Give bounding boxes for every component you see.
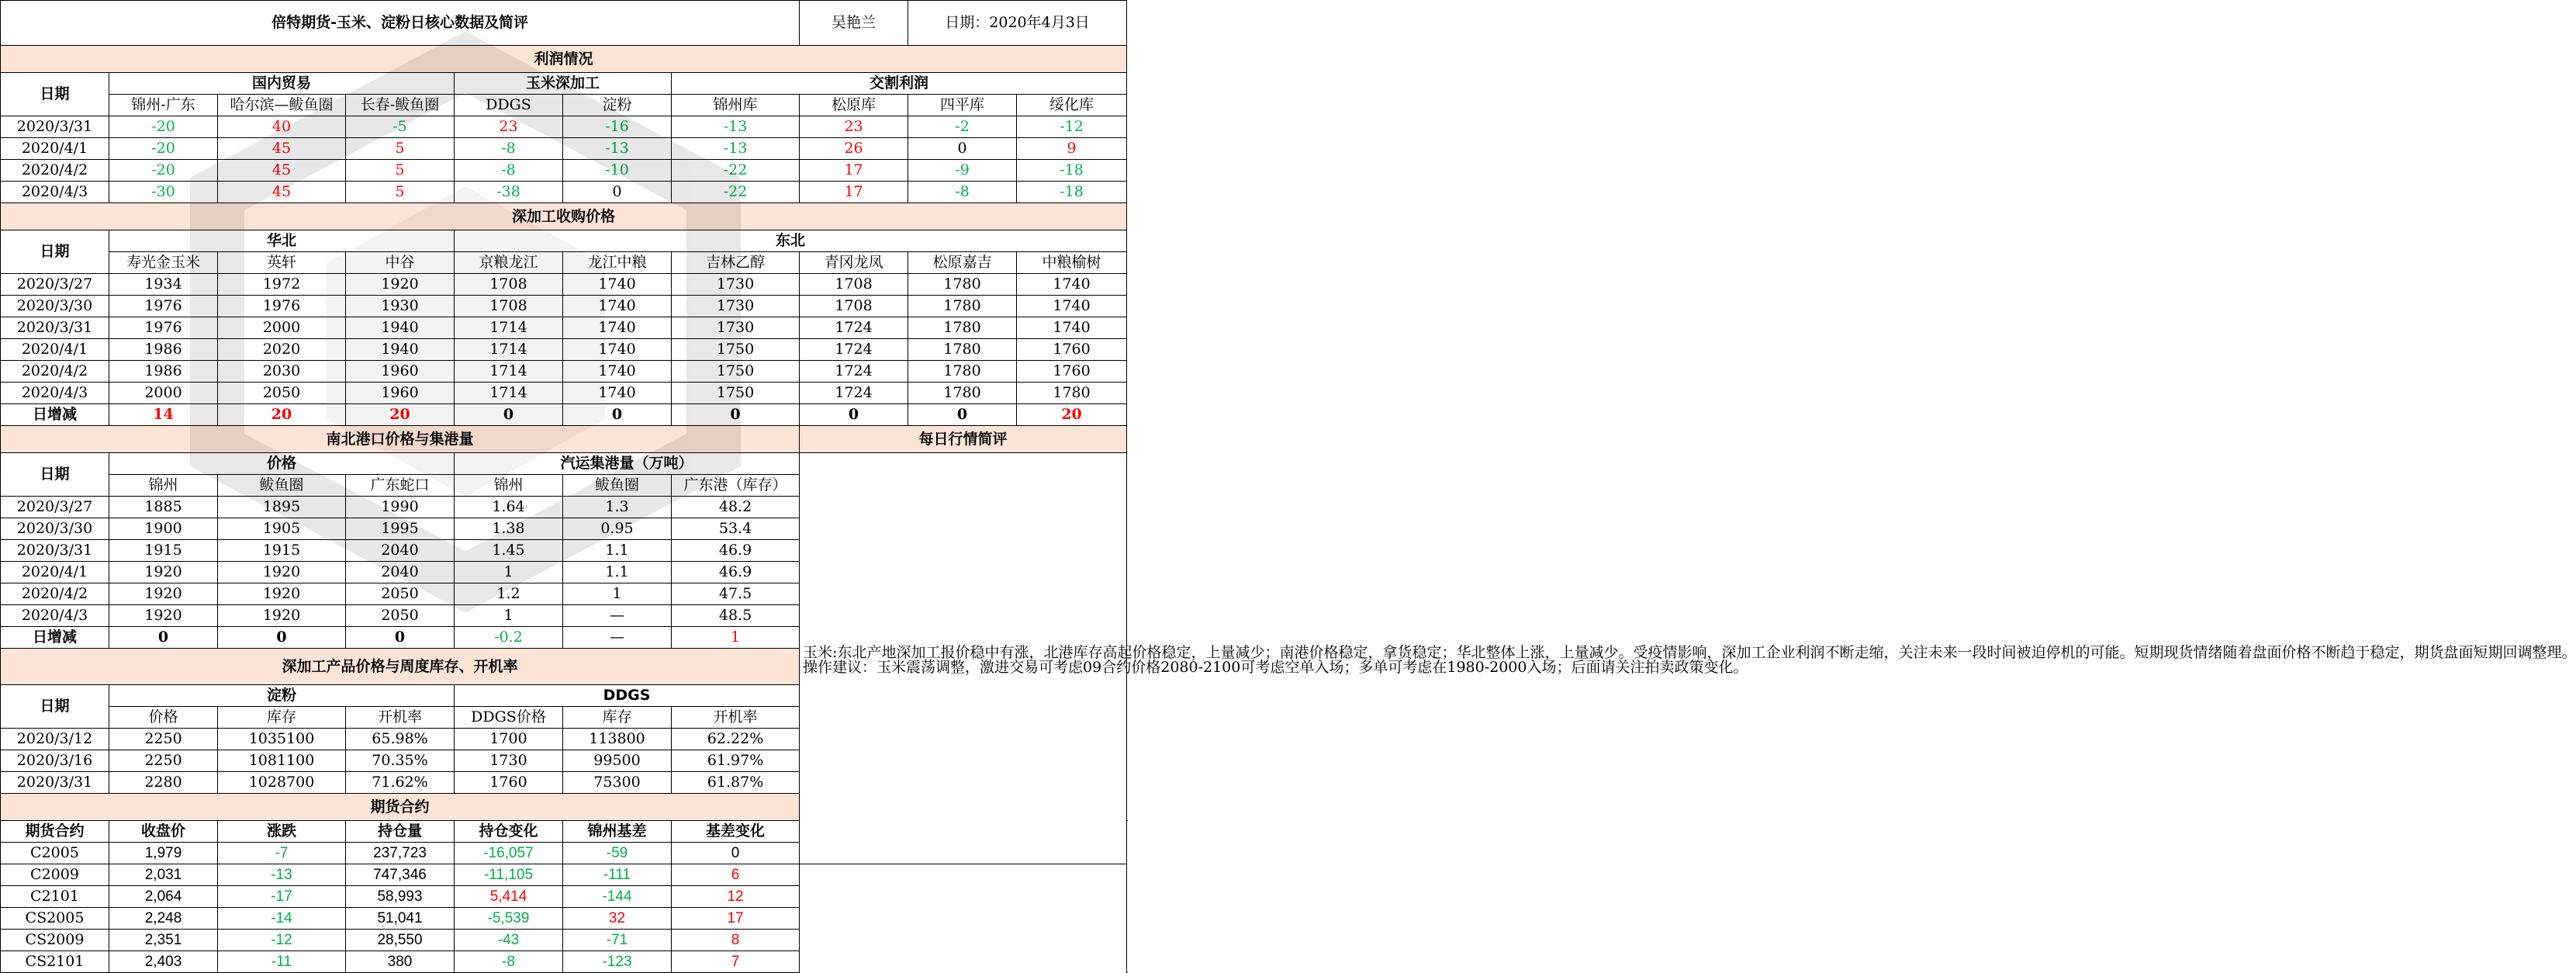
- value-cell: 0: [563, 182, 672, 203]
- daily-change-cell: —: [563, 627, 672, 649]
- contract-code: CS2101: [1, 951, 109, 973]
- value-cell: 1780: [908, 317, 1017, 339]
- column-header: 英轩: [218, 252, 346, 274]
- value-cell: 1780: [1017, 383, 1127, 404]
- value-cell: 47.5: [672, 583, 800, 605]
- value-cell: -13: [672, 138, 800, 160]
- value-cell: 1940: [346, 339, 455, 361]
- value-cell: 1976: [109, 296, 218, 317]
- futures-value: -59: [563, 843, 672, 864]
- futures-value: -14: [218, 908, 346, 930]
- value-cell: 48.2: [672, 497, 800, 518]
- value-cell: 1976: [109, 317, 218, 339]
- value-cell: 1.64: [455, 497, 563, 518]
- column-header: 淀粉: [563, 95, 672, 116]
- column-group-header: 价格: [109, 453, 455, 475]
- futures-value: -123: [563, 951, 672, 973]
- futures-value: -13: [218, 864, 346, 886]
- purchase-section-title: 深加工收购价格: [1, 203, 1127, 230]
- value-cell: 2020: [218, 339, 346, 361]
- futures-value: 2,248: [109, 908, 218, 930]
- report-title: 倍特期货-玉米、淀粉日核心数据及简评: [1, 1, 800, 46]
- column-header: 广东港（库存）: [672, 475, 800, 497]
- value-cell: 26: [800, 138, 908, 160]
- contract-code: C2009: [1, 864, 109, 886]
- date-column-header: 日期: [1, 685, 109, 729]
- value-cell: 1028700: [218, 772, 346, 794]
- futures-column-header: 涨跌: [218, 821, 346, 843]
- futures-value: 2,031: [109, 864, 218, 886]
- column-header: 绥化库: [1017, 95, 1127, 116]
- futures-value: -17: [218, 886, 346, 908]
- column-header: 中谷: [346, 252, 455, 274]
- value-cell: 2250: [109, 729, 218, 750]
- row-date: 2020/4/1: [1, 562, 109, 583]
- futures-value: 7: [672, 951, 800, 973]
- column-header: 龙江中粮: [563, 252, 672, 274]
- value-cell: 2000: [218, 317, 346, 339]
- value-cell: 1740: [563, 317, 672, 339]
- value-cell: 1740: [563, 296, 672, 317]
- contract-code: CS2009: [1, 930, 109, 951]
- column-header: 广东蛇口: [346, 475, 455, 497]
- column-header: 松原库: [800, 95, 908, 116]
- value-cell: 1915: [218, 540, 346, 562]
- value-cell: 1940: [346, 317, 455, 339]
- value-cell: 1750: [672, 361, 800, 383]
- report-date: 日期：2020年4月3日: [908, 1, 1127, 46]
- column-header: 鲅鱼圈: [218, 475, 346, 497]
- value-cell: 17: [800, 182, 908, 203]
- value-cell: -10: [563, 160, 672, 182]
- futures-value: -11: [218, 951, 346, 973]
- market-comment: [800, 453, 2576, 864]
- row-date: 2020/3/16: [1, 750, 109, 772]
- contract-code: C2005: [1, 843, 109, 864]
- futures-value: -111: [563, 864, 672, 886]
- value-cell: 2050: [346, 583, 455, 605]
- value-cell: 53.4: [672, 518, 800, 540]
- value-cell: 1885: [109, 497, 218, 518]
- column-header: 库存: [218, 707, 346, 729]
- value-cell: 1740: [563, 361, 672, 383]
- daily-change-cell: 0: [800, 404, 908, 426]
- value-cell: 1740: [563, 383, 672, 404]
- value-cell: 61.87%: [672, 772, 800, 794]
- contract-code: C2101: [1, 886, 109, 908]
- futures-value: -16,057: [455, 843, 563, 864]
- daily-change-cell: 14: [109, 404, 218, 426]
- value-cell: 1960: [346, 361, 455, 383]
- futures-column-header: 基差变化: [672, 821, 800, 843]
- daily-change-cell: 0: [346, 627, 455, 649]
- value-cell: 1730: [672, 296, 800, 317]
- value-cell: 1708: [455, 274, 563, 296]
- futures-value: 747,346: [346, 864, 455, 886]
- value-cell: 1700: [455, 729, 563, 750]
- column-header: 开机率: [672, 707, 800, 729]
- daily-change-label: 日增减: [1, 627, 109, 649]
- value-cell: 1905: [218, 518, 346, 540]
- futures-row: [1, 930, 1127, 951]
- value-cell: 1724: [800, 361, 908, 383]
- value-cell: 1740: [1017, 296, 1127, 317]
- futures-section-title: 期货合约: [1, 794, 800, 821]
- value-cell: 46.9: [672, 540, 800, 562]
- futures-column-header: 期货合约: [1, 821, 109, 843]
- table-row: [1, 296, 1127, 317]
- value-cell: —: [563, 605, 672, 627]
- value-cell: -8: [455, 138, 563, 160]
- column-header: 价格: [109, 707, 218, 729]
- value-cell: 9: [1017, 138, 1127, 160]
- table-row: [1, 182, 1127, 203]
- value-cell: 0: [908, 138, 1017, 160]
- value-cell: 1035100: [218, 729, 346, 750]
- value-cell: 1760: [455, 772, 563, 794]
- row-date: 2020/4/2: [1, 361, 109, 383]
- table-row: [1, 361, 1127, 383]
- row-date: 2020/3/12: [1, 729, 109, 750]
- value-cell: 2050: [346, 605, 455, 627]
- value-cell: 1990: [346, 497, 455, 518]
- trading-advice: 操作建议：玉米震荡调整，激进交易可考虑09合约价格2080-2100可考虑空单入场；多单可考虑在1980-2000入场；后面请关注拍卖政策变化。: [803, 658, 1748, 676]
- value-cell: 1986: [109, 361, 218, 383]
- daily-change-cell: 0: [908, 404, 1017, 426]
- value-cell: 1895: [218, 497, 346, 518]
- value-cell: 1740: [563, 339, 672, 361]
- value-cell: 5: [346, 160, 455, 182]
- column-group-header: 淀粉: [109, 685, 455, 707]
- value-cell: 1920: [109, 562, 218, 583]
- column-header: DDGS: [455, 95, 563, 116]
- futures-value: -8: [455, 951, 563, 973]
- daily-change-cell: 0: [109, 627, 218, 649]
- value-cell: 23: [800, 116, 908, 138]
- row-date: 2020/4/2: [1, 160, 109, 182]
- value-cell: -16: [563, 116, 672, 138]
- futures-row: [1, 908, 1127, 930]
- futures-value: 2,351: [109, 930, 218, 951]
- value-cell: -9: [908, 160, 1017, 182]
- value-cell: 1730: [455, 750, 563, 772]
- value-cell: 2250: [109, 750, 218, 772]
- futures-value: 6: [672, 864, 800, 886]
- value-cell: 1780: [908, 296, 1017, 317]
- futures-value: 51,041: [346, 908, 455, 930]
- column-header: 长春-鲅鱼圈: [346, 95, 455, 116]
- value-cell: 1780: [908, 339, 1017, 361]
- column-header: 开机率: [346, 707, 455, 729]
- value-cell: 1: [455, 562, 563, 583]
- value-cell: 1740: [563, 274, 672, 296]
- value-cell: 45: [218, 138, 346, 160]
- value-cell: 113800: [563, 729, 672, 750]
- value-cell: 1760: [1017, 361, 1127, 383]
- value-cell: 1.1: [563, 562, 672, 583]
- author-name: 吴艳兰: [800, 1, 908, 46]
- row-date: 2020/4/1: [1, 339, 109, 361]
- value-cell: 1: [563, 583, 672, 605]
- row-date: 2020/3/27: [1, 497, 109, 518]
- column-header: 四平库: [908, 95, 1017, 116]
- value-cell: 2050: [218, 383, 346, 404]
- value-cell: 1750: [672, 383, 800, 404]
- futures-value: -43: [455, 930, 563, 951]
- value-cell: -5: [346, 116, 455, 138]
- value-cell: -22: [672, 160, 800, 182]
- row-date: 2020/3/30: [1, 296, 109, 317]
- value-cell: 1995: [346, 518, 455, 540]
- value-cell: 1780: [908, 383, 1017, 404]
- value-cell: 1986: [109, 339, 218, 361]
- row-date: 2020/3/27: [1, 274, 109, 296]
- value-cell: 1708: [455, 296, 563, 317]
- column-header: 锦州: [455, 475, 563, 497]
- value-cell: 1976: [218, 296, 346, 317]
- value-cell: 1: [455, 605, 563, 627]
- table-row: [1, 317, 1127, 339]
- futures-column-header: 持仓量: [346, 821, 455, 843]
- value-cell: -8: [455, 160, 563, 182]
- value-cell: -20: [109, 138, 218, 160]
- futures-value: 58,993: [346, 886, 455, 908]
- column-group-header: 汽运集港量（万吨）: [455, 453, 800, 475]
- daily-change-cell: 0: [455, 404, 563, 426]
- value-cell: 1724: [800, 383, 908, 404]
- value-cell: 1750: [672, 339, 800, 361]
- futures-value: 5,414: [455, 886, 563, 908]
- value-cell: 1740: [1017, 274, 1127, 296]
- value-cell: 62.22%: [672, 729, 800, 750]
- value-cell: 1960: [346, 383, 455, 404]
- value-cell: 1.2: [455, 583, 563, 605]
- value-cell: -12: [1017, 116, 1127, 138]
- futures-value: 237,723: [346, 843, 455, 864]
- value-cell: 1920: [109, 583, 218, 605]
- column-header: 锦州: [109, 475, 218, 497]
- value-cell: 1780: [908, 274, 1017, 296]
- table-row: [1, 160, 1127, 182]
- value-cell: 1.45: [455, 540, 563, 562]
- row-date: 2020/3/31: [1, 540, 109, 562]
- daily-change-cell: 1: [672, 627, 800, 649]
- futures-value: 2,064: [109, 886, 218, 908]
- column-header: 鲅鱼圈: [563, 475, 672, 497]
- value-cell: 45: [218, 160, 346, 182]
- table-row: [1, 383, 1127, 404]
- futures-value: 17: [672, 908, 800, 930]
- value-cell: 1760: [1017, 339, 1127, 361]
- value-cell: 1972: [218, 274, 346, 296]
- futures-value: -5,539: [455, 908, 563, 930]
- value-cell: 1930: [346, 296, 455, 317]
- table-row: [1, 339, 1127, 361]
- column-group-header: 玉米深加工: [455, 73, 672, 95]
- value-cell: 1.3: [563, 497, 672, 518]
- value-cell: -13: [563, 138, 672, 160]
- futures-value: 8: [672, 930, 800, 951]
- value-cell: -8: [908, 182, 1017, 203]
- value-cell: 2040: [346, 562, 455, 583]
- value-cell: 70.35%: [346, 750, 455, 772]
- futures-column-header: 锦州基差: [563, 821, 672, 843]
- value-cell: 99500: [563, 750, 672, 772]
- value-cell: -20: [109, 160, 218, 182]
- column-header: 松原嘉吉: [908, 252, 1017, 274]
- futures-value: -12: [218, 930, 346, 951]
- value-cell: 1920: [346, 274, 455, 296]
- value-cell: -30: [109, 182, 218, 203]
- daily-change-cell: -0.2: [455, 627, 563, 649]
- column-header: 锦州-广东: [109, 95, 218, 116]
- value-cell: 5: [346, 182, 455, 203]
- value-cell: 17: [800, 160, 908, 182]
- futures-value: 0: [672, 843, 800, 864]
- value-cell: 48.5: [672, 605, 800, 627]
- column-header: 哈尔滨—鲅鱼圈: [218, 95, 346, 116]
- value-cell: 0.95: [563, 518, 672, 540]
- date-column-header: 日期: [1, 230, 109, 274]
- value-cell: 1920: [218, 605, 346, 627]
- value-cell: 75300: [563, 772, 672, 794]
- daily-change-cell: 20: [218, 404, 346, 426]
- value-cell: 61.97%: [672, 750, 800, 772]
- value-cell: 1708: [800, 274, 908, 296]
- column-group-header: 交割利润: [672, 73, 1127, 95]
- table-row: [1, 116, 1127, 138]
- value-cell: 2030: [218, 361, 346, 383]
- row-date: 2020/3/31: [1, 772, 109, 794]
- value-cell: 1.1: [563, 540, 672, 562]
- column-group-header: 东北: [455, 230, 1127, 252]
- value-cell: 1724: [800, 317, 908, 339]
- value-cell: 1920: [218, 562, 346, 583]
- futures-value: 2,403: [109, 951, 218, 973]
- futures-column-header: 收盘价: [109, 821, 218, 843]
- profit-section-title: 利润情况: [1, 46, 1127, 73]
- value-cell: 46.9: [672, 562, 800, 583]
- value-cell: 1920: [218, 583, 346, 605]
- value-cell: -22: [672, 182, 800, 203]
- futures-value: 1,979: [109, 843, 218, 864]
- value-cell: 1730: [672, 317, 800, 339]
- column-group-header: 国内贸易: [109, 73, 455, 95]
- value-cell: -20: [109, 116, 218, 138]
- daily-change-cell: 0: [563, 404, 672, 426]
- futures-value: -71: [563, 930, 672, 951]
- value-cell: 1740: [1017, 317, 1127, 339]
- daily-change-cell: 20: [346, 404, 455, 426]
- daily-change-cell: 20: [1017, 404, 1127, 426]
- futures-row: [1, 886, 1127, 908]
- value-cell: 1724: [800, 339, 908, 361]
- value-cell: 1934: [109, 274, 218, 296]
- value-cell: 2040: [346, 540, 455, 562]
- table-row: [1, 274, 1127, 296]
- value-cell: 40: [218, 116, 346, 138]
- column-header: 中粮榆树: [1017, 252, 1127, 274]
- column-header: 吉林乙醇: [672, 252, 800, 274]
- value-cell: 23: [455, 116, 563, 138]
- comment-section-title: 每日行情简评: [800, 426, 1127, 453]
- futures-value: 28,550: [346, 930, 455, 951]
- value-cell: 1920: [109, 605, 218, 627]
- futures-value: -7: [218, 843, 346, 864]
- futures-value: 12: [672, 886, 800, 908]
- contract-code: CS2005: [1, 908, 109, 930]
- value-cell: 1714: [455, 317, 563, 339]
- value-cell: 1900: [109, 518, 218, 540]
- column-group-header: 华北: [109, 230, 455, 252]
- row-date: 2020/4/1: [1, 138, 109, 160]
- value-cell: 65.98%: [346, 729, 455, 750]
- value-cell: 1.38: [455, 518, 563, 540]
- value-cell: -13: [672, 116, 800, 138]
- port-section-title: 南北港口价格与集港量: [1, 426, 800, 453]
- column-header: 库存: [563, 707, 672, 729]
- value-cell: 1714: [455, 339, 563, 361]
- value-cell: 5: [346, 138, 455, 160]
- value-cell: 1714: [455, 361, 563, 383]
- daily-change-cell: 0: [672, 404, 800, 426]
- value-cell: 45: [218, 182, 346, 203]
- row-date: 2020/3/31: [1, 116, 109, 138]
- row-date: 2020/3/30: [1, 518, 109, 540]
- row-date: 2020/4/3: [1, 182, 109, 203]
- value-cell: -2: [908, 116, 1017, 138]
- futures-value: -144: [563, 886, 672, 908]
- value-cell: 71.62%: [346, 772, 455, 794]
- date-column-header: 日期: [1, 453, 109, 497]
- column-header: 京粮龙江: [455, 252, 563, 274]
- daily-change-label: 日增减: [1, 404, 109, 426]
- value-cell: 1915: [109, 540, 218, 562]
- row-date: 2020/4/3: [1, 605, 109, 627]
- futures-value: 32: [563, 908, 672, 930]
- futures-value: -11,105: [455, 864, 563, 886]
- futures-row: [1, 951, 1127, 973]
- comment-text: 玉米:东北产地深加工报价稳中有涨，北港库存高起价格稳定，上量减少；南港价格稳定，拿货稳定；华北整体上涨，上量减少。受疫情影响，深加工企业利润不断走缩，关注未来一段时间被迫停机的可能。短期现货情绪随着盘面价格不断趋于稳定，期货盘面短期回调整理。: [803, 643, 2576, 661]
- column-group-header: DDGS: [455, 685, 800, 707]
- futures-row: [1, 864, 1127, 886]
- row-date: 2020/3/31: [1, 317, 109, 339]
- value-cell: -18: [1017, 160, 1127, 182]
- row-date: 2020/4/3: [1, 383, 109, 404]
- value-cell: -38: [455, 182, 563, 203]
- value-cell: 1714: [455, 383, 563, 404]
- table-row: [1, 138, 1127, 160]
- date-column-header: 日期: [1, 73, 109, 116]
- column-header: 青冈龙凤: [800, 252, 908, 274]
- value-cell: 2000: [109, 383, 218, 404]
- value-cell: 1081100: [218, 750, 346, 772]
- column-header: 锦州库: [672, 95, 800, 116]
- value-cell: 1730: [672, 274, 800, 296]
- value-cell: 2280: [109, 772, 218, 794]
- daily-change-cell: 0: [218, 627, 346, 649]
- column-header: DDGS价格: [455, 707, 563, 729]
- value-cell: 1780: [908, 361, 1017, 383]
- column-header: 寿光金玉米: [109, 252, 218, 274]
- futures-column-header: 持仓变化: [455, 821, 563, 843]
- futures-value: 380: [346, 951, 455, 973]
- products-section-title: 深加工产品价格与周度库存、开机率: [1, 649, 800, 685]
- row-date: 2020/4/2: [1, 583, 109, 605]
- value-cell: 1708: [800, 296, 908, 317]
- value-cell: -18: [1017, 182, 1127, 203]
